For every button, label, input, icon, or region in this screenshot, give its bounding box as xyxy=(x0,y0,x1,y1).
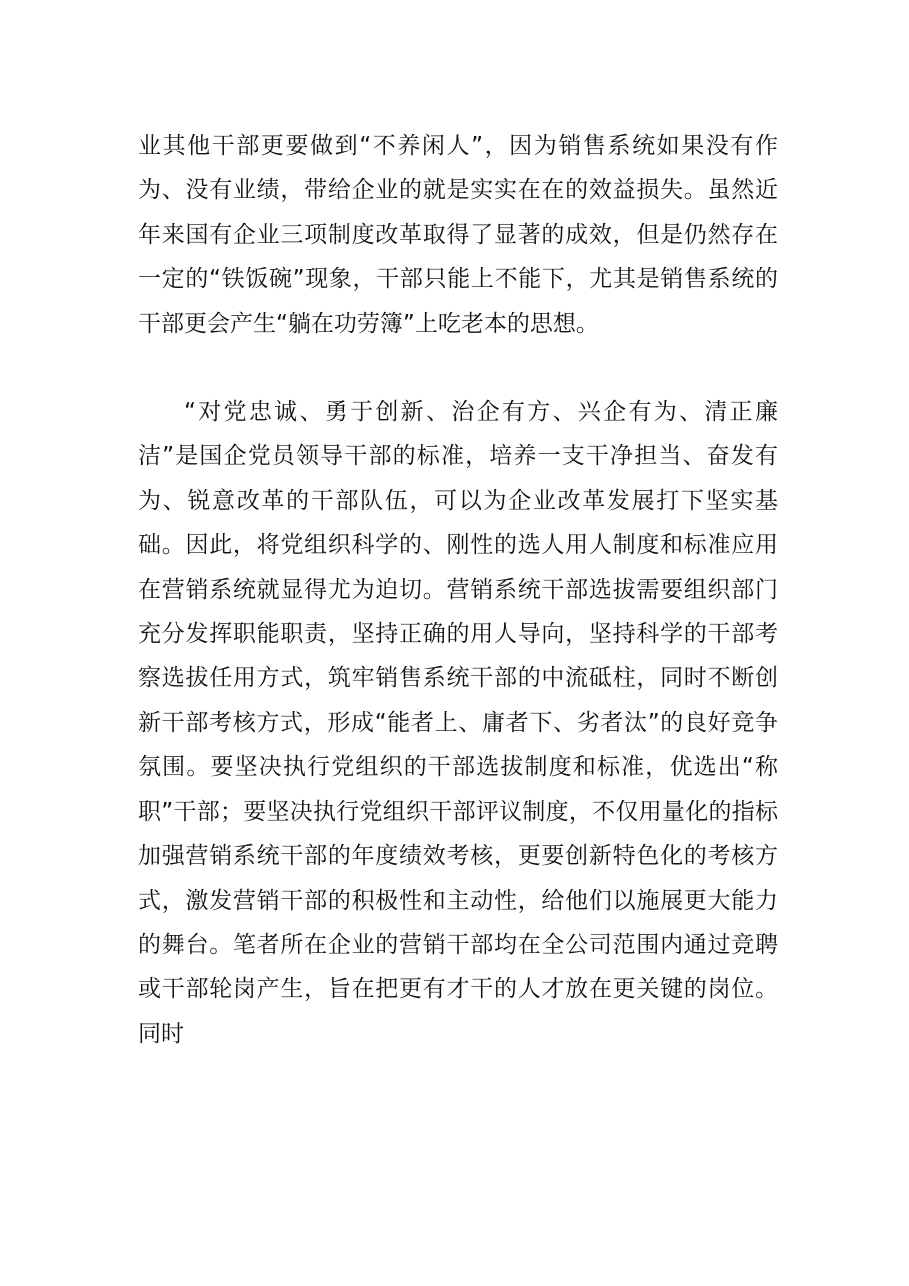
paragraph: “对党忠诚、勇于创新、治企有方、兴企有为、清正廉洁”是国企党员领导干部的标准，培养一支干净担当、奋发有为、锐意改革的干部队伍，可以为企业改革发展打下坚实基础。因此，将党组织科学的、刚性的选人用人制度和标准应用在营销系统就显得尤为迫切。营销系统干部选拔需要组织部门充分发挥职能职责，坚持正确的用人导向，坚持科学的干部考察选拔任用方式，筑牢销售系统干部的中流砥柱，同时不断创新干部考核方式，形成“能者上、庸者下、劣者汰”的良好竞争氛围。要坚决执行党组织的干部选拔制度和标准，优选出“称职”干部；要坚决执行党组织干部评议制度，不仅用量化的指标加强营销系统干部的年度绩效考核，更要创新特色化的考核方式，激发营销干部的积极性和主动性，给他们以施展更大能力的舞台。笔者所在企业的营销干部均在全公司范围内通过竞聘或干部轮岗产生，旨在把更有才干的人才放在更关键的岗位。同时 xyxy=(138,399,778,1047)
body-text xyxy=(138,124,778,1056)
paragraph-continued: 业其他干部更要做到“不养闲人”，因为销售系统如果没有作为、没有业绩，带给企业的就是实实在在的效益损失。虽然近年来国有企业三项制度改革取得了显著的成效，但是仍然存在一定的“铁饭碗”现象，干部只能上不能下，尤其是销售系统的干部更会产生“躺在功劳簿”上吃老本的思想。 xyxy=(138,133,778,337)
